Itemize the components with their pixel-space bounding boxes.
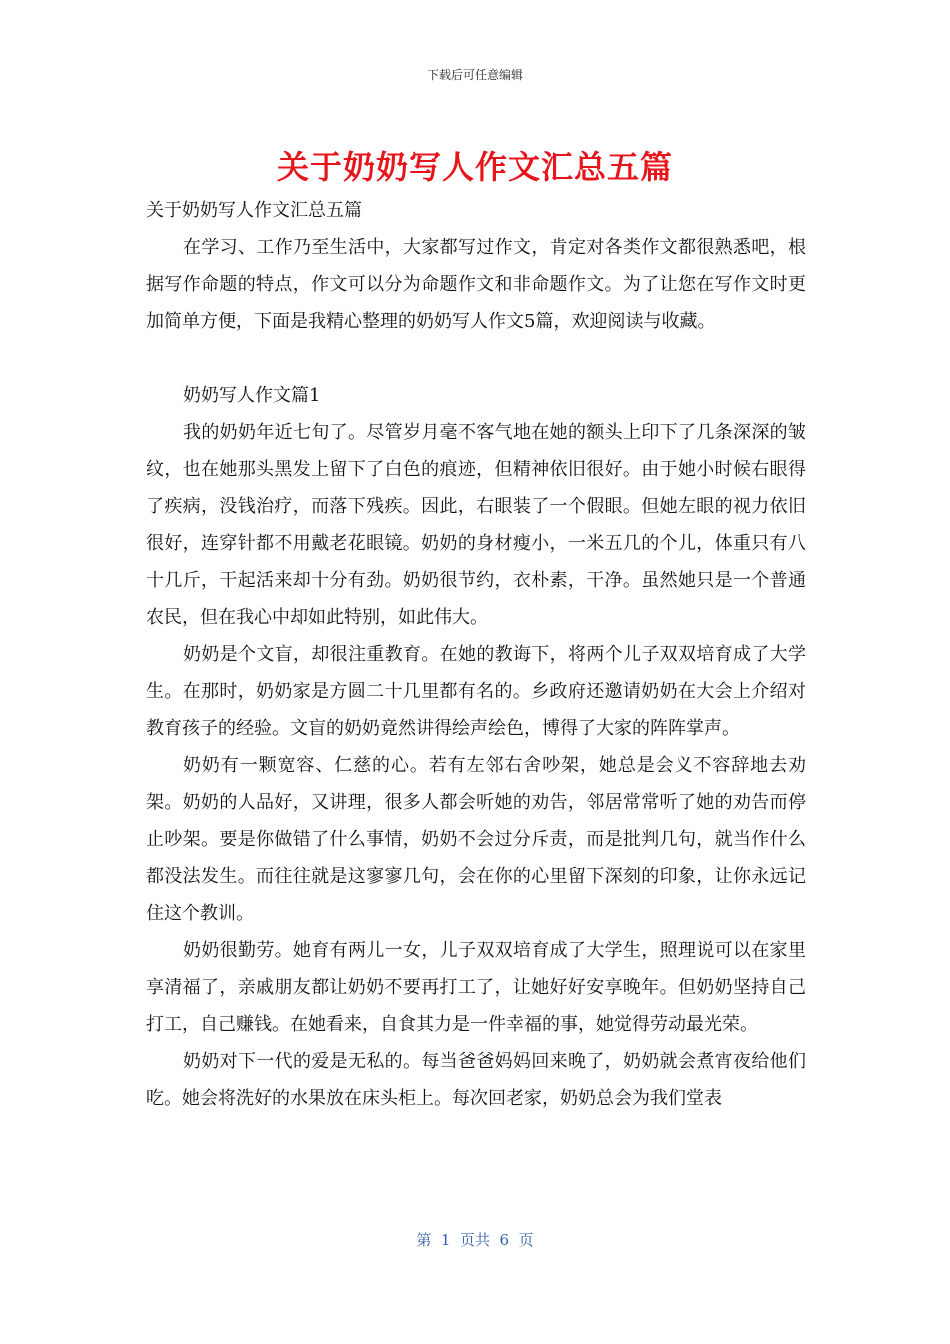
document-body [146, 192, 806, 1117]
body-paragraph: 奶奶很勤劳。她育有两儿一女，儿子双双培育成了大学生，照理说可以在家里享清福了，亲戚朋友都让奶奶不要再打工了，让她好好安享晚年。但奶奶坚持自己打工，自己赚钱。在她看来，自食其力是一件幸福的事，她觉得劳动最光荣。 [146, 940, 806, 1035]
section-heading: 奶奶写人作文篇1 [183, 385, 321, 406]
header-note: 下载后可任意编辑 [426, 68, 523, 82]
subtitle: 关于奶奶写人作文汇总五篇 [146, 200, 362, 221]
paragraph-spacer [146, 340, 806, 377]
page-footer: 第 1 页共 6 页 [416, 1231, 534, 1249]
document-title: 关于奶奶写人作文汇总五篇 [276, 148, 673, 186]
body-paragraph: 奶奶是个文盲，却很注重教育。在她的教诲下，将两个儿子双双培育成了大学生。在那时，奶奶家是方圆二十几里都有名的。乡政府还邀请奶奶在大会上介绍对教育孩子的经验。文盲的奶奶竟然讲得绘声绘色，博得了大家的阵阵掌声。 [146, 644, 806, 739]
body-paragraph: 奶奶对下一代的爱是无私的。每当爸爸妈妈回来晚了，奶奶就会煮宵夜给他们吃。她会将洗好的水果放在床头柜上。每次回老家，奶奶总会为我们堂表 [146, 1051, 806, 1109]
body-paragraph: 我的奶奶年近七旬了。尽管岁月毫不客气地在她的额头上印下了几条深深的皱纹，也在她那头黑发上留下了白色的痕迹，但精神依旧很好。由于她小时候右眼得了疾病，没钱治疗，而落下残疾。因此，右眼装了一个假眼。但她左眼的视力依旧很好，连穿针都不用戴老花眼镜。奶奶的身材瘦小，一米五几的个儿，体重只有八十几斤，干起活来却十分有劲。奶奶很节约，衣朴素，干净。虽然她只是一个普通农民，但在我心中却如此特别，如此伟大。 [146, 422, 806, 628]
body-paragraph: 奶奶有一颗宽容、仁慈的心。若有左邻右舍吵架，她总是会义不容辞地去劝架。奶奶的人品好，又讲理，很多人都会听她的劝告，邻居常常听了她的劝告而停止吵架。要是你做错了什么事情，奶奶不会过分斥责，而是批判几句，就当作什么都没法发生。而往往就是这寥寥几句，会在你的心里留下深刻的印象，让你永远记住这个教训。 [146, 755, 806, 924]
intro-paragraph: 在学习、工作乃至生活中，大家都写过作文，肯定对各类作文都很熟悉吧，根据写作命题的特点，作文可以分为命题作文和非命题作文。为了让您在写作文时更加简单方便，下面是我精心整理的奶奶写人作文5篇，欢迎阅读与收藏。 [146, 237, 806, 332]
